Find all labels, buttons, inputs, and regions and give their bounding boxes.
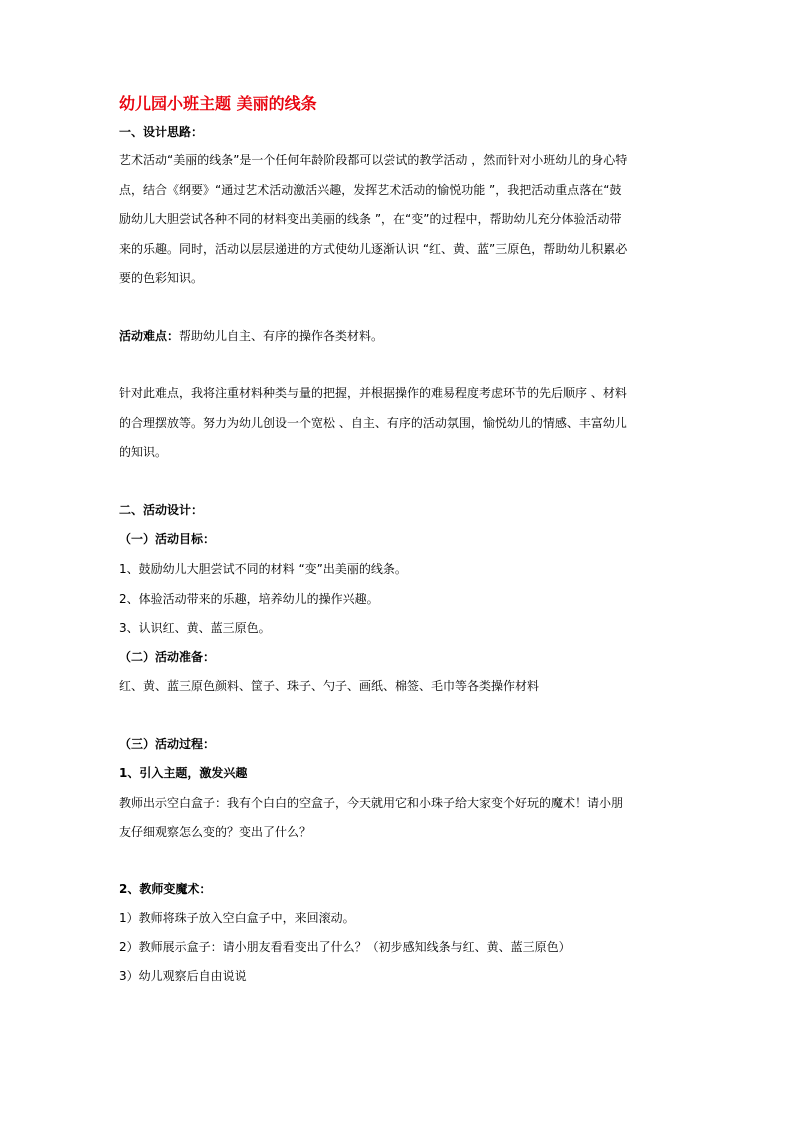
- step2-heading: 2、教师变魔术：: [119, 882, 212, 896]
- paragraph-line: 励幼儿大胆尝试各种不同的材料变出美丽的线条 ”，在“变”的过程中，帮助幼儿充分体验活动带: [119, 212, 622, 226]
- paragraph-line: 针对此难点，我将注重材料种类与量的把握，并根据操作的难易程度考虑环节的先后顺序 、材料: [119, 386, 627, 400]
- paragraph-line: 点，结合《纲要》“通过艺术活动激活兴趣，发挥艺术活动的愉悦功能 ”，我把活动重点落在“鼓: [119, 183, 622, 197]
- subheading-goals: （一）活动目标：: [119, 532, 216, 546]
- difficulty-line: [119, 328, 383, 344]
- goal-item: 3、认识红、黄、蓝三原色。: [119, 621, 271, 635]
- paragraph-line: 教师出示空白盒子：我有个白白的空盒子，今天就用它和小珠子给大家变个好玩的魔术！请小朋: [119, 796, 624, 810]
- paragraph-line: 要的色彩知识。: [119, 271, 204, 285]
- paragraph-line: 的知识。: [119, 445, 168, 459]
- paragraph-line: 艺术活动“美丽的线条”是一个任何年龄阶段都可以尝试的教学活动 ，然而针对小班幼儿的身心特: [119, 153, 628, 167]
- step2-item: 2）教师展示盒子：请小朋友看看变出了什么？（初步感知线条与红、黄、蓝三原色）: [119, 940, 571, 954]
- step1-heading: 1、引入主题，激发兴趣: [119, 766, 248, 780]
- paragraph-line: 的合理摆放等。努力为幼儿创设一个宽松 、自主、有序的活动氛围，愉悦幼儿的情感、丰富幼儿: [119, 416, 627, 430]
- section-heading-activity-design: 二、活动设计：: [119, 503, 204, 517]
- paragraph-line: 友仔细观察怎么变的？变出了什么？: [119, 825, 312, 839]
- paragraph-line: 来的乐趣。同时，活动以层层递进的方式使幼儿逐渐认识 “红、黄、蓝”三原色，帮助幼儿积累必: [119, 242, 628, 256]
- step2-item: 3）幼儿观察后自由说说: [119, 969, 247, 983]
- subheading-preparation: （二）活动准备：: [119, 650, 216, 664]
- difficulty-label: 活动难点：: [119, 329, 180, 343]
- difficulty-text: 帮助幼儿自主、有序的操作各类材料。: [179, 329, 384, 343]
- goal-item: 1、鼓励幼儿大胆尝试不同的材料 “变”出美丽的线条。: [119, 562, 407, 576]
- preparation-text: 红、黄、蓝三原色颜料、筐子、珠子、勺子、画纸、棉签、毛巾等各类操作材料: [119, 679, 540, 693]
- step2-item: 1）教师将珠子放入空白盒子中，来回滚动。: [119, 911, 355, 925]
- section-heading-design-ideas: 一、设计思路：: [119, 125, 204, 139]
- subheading-process: （三）活动过程：: [119, 737, 216, 751]
- document-title: 幼儿园小班主题 美丽的线条: [119, 94, 317, 113]
- goal-item: 2、体验活动带来的乐趣，培养幼儿的操作兴趣。: [119, 592, 379, 606]
